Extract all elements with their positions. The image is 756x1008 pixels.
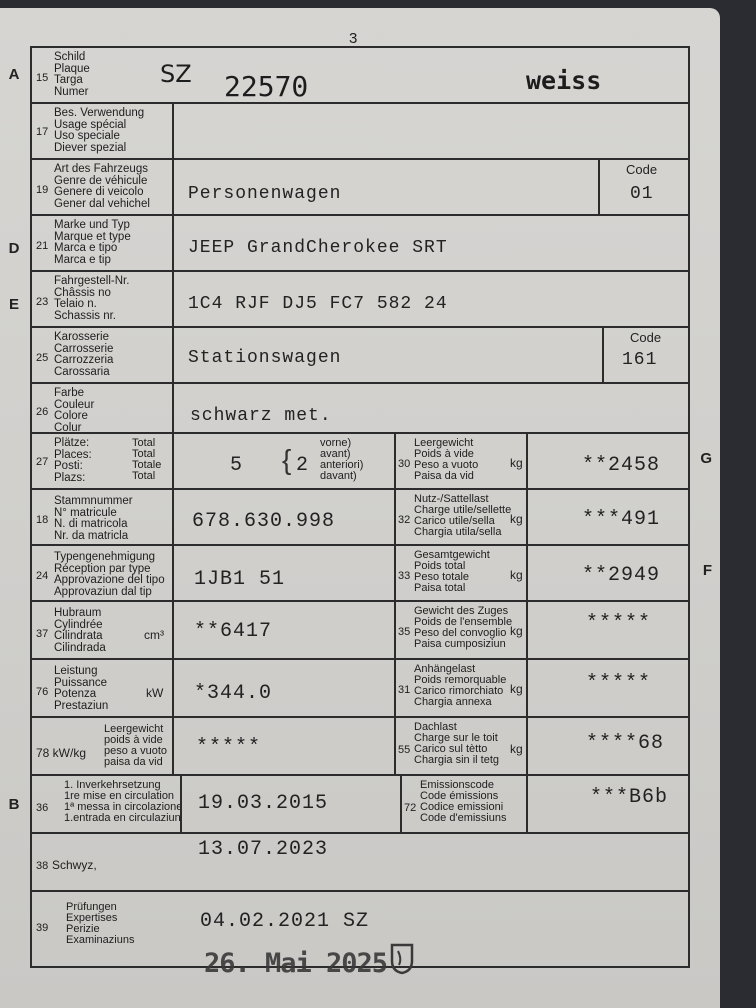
row-seats-weight xyxy=(30,434,712,490)
seats-label: Plätze: Places: Posti: Plazs: xyxy=(54,437,92,484)
row-power-weight xyxy=(30,718,690,776)
type-approval-label: Typengenehmigung Réception par type Approvazione del tipo Approvaziun dal tip xyxy=(54,551,165,598)
color-label: Farbe Couleur Colore Colur xyxy=(54,387,95,434)
shield-icon xyxy=(390,943,414,975)
color-value: schwarz met. xyxy=(190,406,332,426)
seats-front-value: 2 xyxy=(296,454,310,477)
row-make-model xyxy=(8,216,690,272)
chassis-label: Fahrgestell-Nr. Châssis no Telaio n. Schassis nr. xyxy=(54,275,130,322)
field-number: 35 xyxy=(398,626,411,638)
divider xyxy=(394,434,396,488)
unit-kg: kg xyxy=(510,568,523,582)
power-label: Leistung Puissance Potenza Prestaziun xyxy=(54,665,109,712)
train-weight-label: Gewicht des Zuges Poids de l'ensemble Peso del convoglio Paisa cumposiziun xyxy=(414,605,513,650)
train-weight-value: ***** xyxy=(586,612,652,635)
field-number: 27 xyxy=(36,456,49,468)
divider xyxy=(172,490,174,544)
divider xyxy=(526,602,528,658)
vehicle-type-value: Personenwagen xyxy=(188,184,342,204)
trailer-load-label: Anhängelast Poids remorquable Carico rimorchiato Chargia annexa xyxy=(414,663,507,708)
field-number: 26 xyxy=(36,406,49,418)
unit-kg: kg xyxy=(510,682,523,696)
issued-date-value: 13.07.2023 xyxy=(198,838,329,861)
emission-code-label: Emissionscode Code émissions Codice emissioni Code d'emissiuns xyxy=(420,779,507,824)
divider xyxy=(172,160,174,214)
row-vehicle-type xyxy=(30,160,690,216)
total-weight-value: **2949 xyxy=(582,564,661,587)
plate-color: weiss xyxy=(526,66,602,95)
power-weight-value: ***** xyxy=(196,736,262,759)
field-number: 25 xyxy=(36,352,49,364)
divider xyxy=(172,660,174,716)
row-first-registration xyxy=(8,776,690,834)
side-marker-a: A xyxy=(8,66,20,83)
registration-document-page xyxy=(0,8,720,1008)
field-number: 39 xyxy=(36,922,49,934)
unit-cm3: cm³ xyxy=(144,628,164,642)
row-special-use xyxy=(30,104,690,160)
code-header: Code xyxy=(630,330,662,345)
side-marker-d: D xyxy=(8,240,20,257)
field-number: 17 xyxy=(36,126,49,138)
divider xyxy=(172,602,174,658)
row-chassis xyxy=(8,272,690,328)
field-number: 55 xyxy=(398,744,411,756)
inspections-label: Prüfungen Expertises Perizie Examinaziuns xyxy=(66,901,135,946)
unit-kg: kg xyxy=(510,624,523,638)
divider xyxy=(598,160,600,214)
divider xyxy=(526,776,528,832)
first-registration-label: 1. Inverkehrsetzung 1re mise en circulation 1ª messa in circolazione 1.entrada en circulaziun xyxy=(64,779,183,824)
row-color xyxy=(30,384,690,434)
make-model-label: Marke und Typ Marque et type Marca e tipo Marca e tip xyxy=(54,219,131,266)
displacement-label: Hubraum Cylindrée Cilindrata Cilindrada xyxy=(54,607,106,654)
divider xyxy=(172,434,174,488)
row-power xyxy=(30,660,690,718)
side-marker-e: E xyxy=(8,296,19,313)
row-type-approval xyxy=(30,546,712,602)
unit-kg: kg xyxy=(510,456,523,470)
divider xyxy=(526,660,528,716)
power-value: *344.0 xyxy=(194,682,273,705)
divider xyxy=(394,602,396,658)
divider xyxy=(172,546,174,600)
divider xyxy=(394,660,396,716)
seats-total-label: Total Total Totale Total xyxy=(132,437,162,482)
plate-canton: SZ xyxy=(160,60,192,88)
emission-code-value: ***B6b xyxy=(590,786,669,809)
field-number: 37 xyxy=(36,628,49,640)
row-displacement xyxy=(30,602,690,660)
issued-place-label: Schwyz, xyxy=(52,858,97,872)
field-number: 15 xyxy=(36,72,49,84)
power-weight-label: Leergewicht poids à vide peso a vuoto paisa da vid xyxy=(104,723,167,768)
side-marker-g: G xyxy=(700,450,712,467)
inspection-stamp: 26. Mai 2025 xyxy=(204,948,388,979)
field-number: 32 xyxy=(398,514,411,526)
field-number: 38 xyxy=(36,860,49,872)
unit-kg: kg xyxy=(510,742,523,756)
trailer-load-value: ***** xyxy=(586,672,652,695)
unit-kw: kW xyxy=(146,686,164,700)
registration-grid xyxy=(8,46,712,996)
row-issued-place xyxy=(30,834,690,892)
field-number: 76 xyxy=(36,686,49,698)
divider xyxy=(172,272,174,326)
total-weight-label: Gesamtgewicht Poids total Peso totale Paisa total xyxy=(414,549,490,594)
vehicle-type-code: 01 xyxy=(630,184,654,204)
vehicle-type-label: Art des Fahrzeugs Genre de véhicule Genere di veicolo Gener dal vehichel xyxy=(54,163,150,210)
divider xyxy=(602,328,604,382)
empty-weight-label: Leergewicht Poids à vide Peso a vuoto Paisa da vid xyxy=(414,437,479,482)
divider xyxy=(394,490,396,544)
roof-load-label: Dachlast Charge sur le toit Carico sul tètto Chargia sin il tetg xyxy=(414,721,499,766)
special-use-label: Bes. Verwendung Usage spécial Uso speciale Diever spezial xyxy=(54,107,145,154)
bracket: { xyxy=(282,444,292,475)
body-value: Stationswagen xyxy=(188,348,342,368)
body-code: 161 xyxy=(622,350,658,370)
page-number: 3 xyxy=(349,30,358,47)
field-number: 23 xyxy=(36,296,49,308)
divider xyxy=(394,546,396,600)
divider xyxy=(172,104,174,158)
divider xyxy=(526,718,528,774)
divider xyxy=(172,384,174,432)
divider xyxy=(394,718,396,774)
field-number: 33 xyxy=(398,570,411,582)
body-label: Karosserie Carrosserie Carrozzeria Carossaria xyxy=(54,331,114,378)
payload-label: Nutz-/Sattellast Charge utile/sellette Carico utile/sella Chargia utila/sella xyxy=(414,493,512,538)
empty-weight-value: **2458 xyxy=(582,454,661,477)
type-approval-value: 1JB1 51 xyxy=(194,568,286,591)
divider xyxy=(526,434,528,488)
side-marker-b: B xyxy=(8,796,20,813)
displacement-value: **6417 xyxy=(194,620,273,643)
unit-kg: kg xyxy=(510,512,523,526)
field-number: 78 kW/kg xyxy=(36,746,87,760)
field-number: 18 xyxy=(36,514,49,526)
divider xyxy=(526,490,528,544)
first-registration-value: 19.03.2015 xyxy=(198,792,329,815)
divider xyxy=(526,546,528,600)
divider xyxy=(180,776,182,832)
roof-load-value: ****68 xyxy=(586,732,665,755)
divider xyxy=(172,718,174,774)
code-header: Code xyxy=(626,162,658,177)
side-marker-f: F xyxy=(702,562,712,579)
seats-total-value: 5 xyxy=(230,454,244,477)
make-model-value: JEEP GrandCherokee SRT xyxy=(188,238,448,258)
divider xyxy=(172,328,174,382)
plate-label: Schild Plaque Targa Numer xyxy=(54,51,90,98)
inspection-date-value: 04.02.2021 SZ xyxy=(200,910,370,933)
divider xyxy=(400,776,402,832)
payload-value: ***491 xyxy=(582,508,661,531)
master-number-label: Stammnummer N° matricule N. di matricola Nr. da matricla xyxy=(54,495,133,542)
row-plate xyxy=(8,46,690,104)
row-body xyxy=(30,328,690,384)
master-number-value: 678.630.998 xyxy=(192,510,336,533)
seats-front-label: vorne) avant) anteriori) davant) xyxy=(320,437,364,482)
plate-number: 22570 xyxy=(224,70,309,103)
divider xyxy=(172,216,174,270)
row-master-number xyxy=(30,490,690,546)
field-number: 72 xyxy=(404,802,417,814)
field-number: 30 xyxy=(398,458,411,470)
field-number: 36 xyxy=(36,802,49,814)
field-number: 31 xyxy=(398,684,411,696)
chassis-number: 1C4 RJF DJ5 FC7 582 24 xyxy=(188,294,448,314)
field-number: 24 xyxy=(36,570,49,582)
field-number: 21 xyxy=(36,240,49,252)
field-number: 19 xyxy=(36,184,49,196)
